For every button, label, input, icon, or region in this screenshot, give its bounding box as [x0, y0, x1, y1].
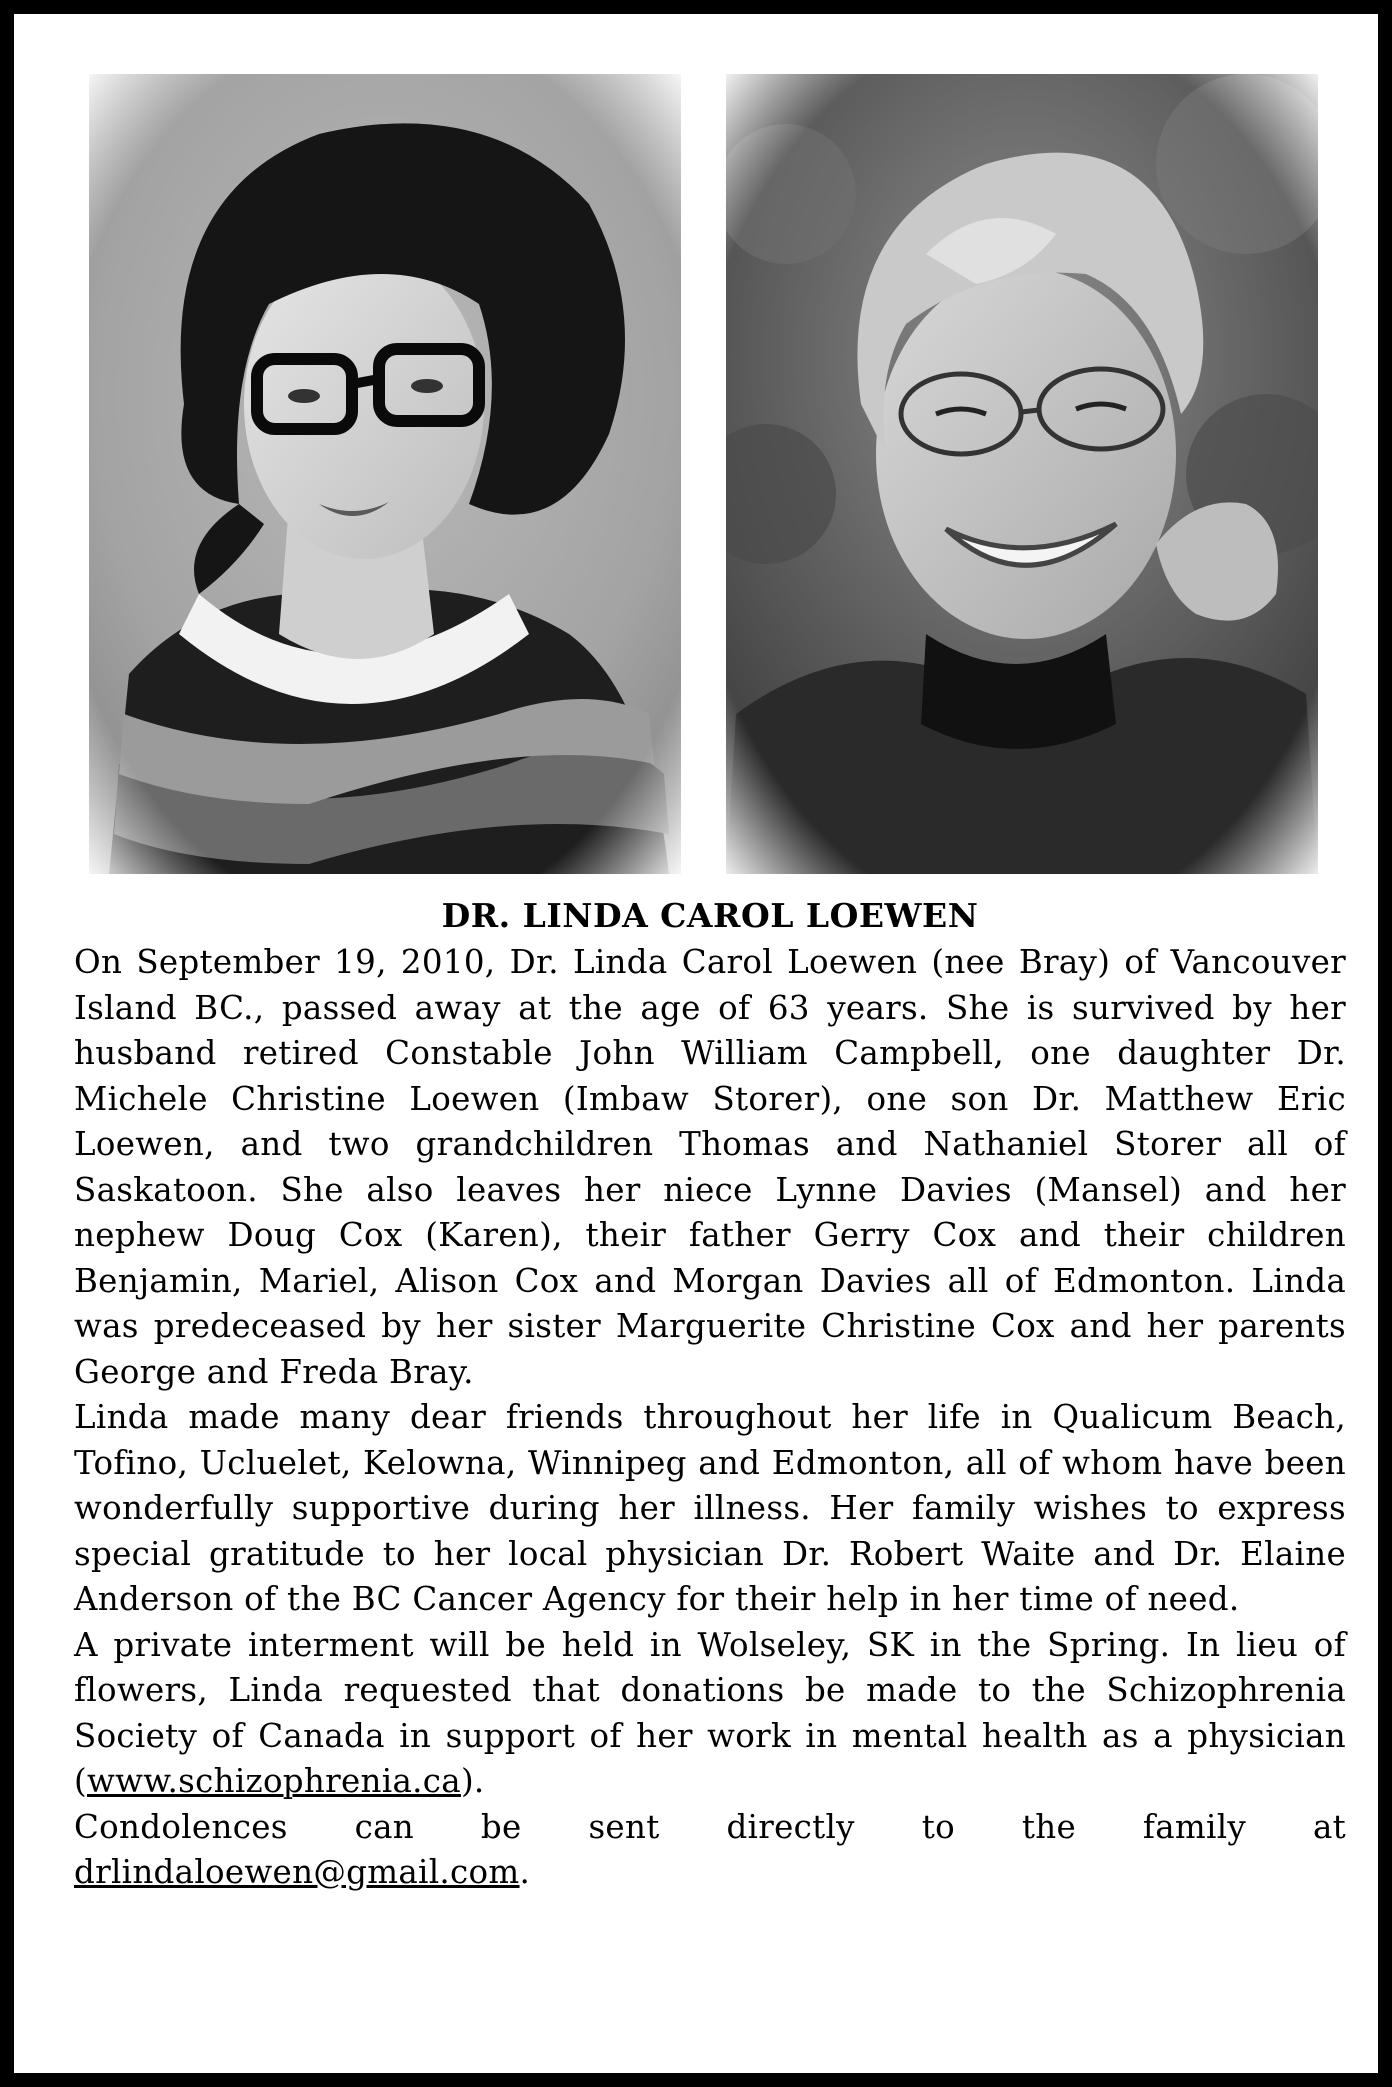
obituary-paragraph-condolences	[74, 1805, 1346, 1896]
obituary-text	[74, 894, 1346, 1896]
interment-text-end: ).	[460, 1762, 485, 1800]
family-email-link[interactable]: drlindaloewen@gmail.com	[74, 1853, 520, 1891]
interment-text: A private interment will be held in Wolseley, SK in the Spring. In lieu of flowers, Linda requested that donations be made to the Schizophrenia Society of Canada in support of her work in mental health as a physician (	[74, 1625, 1346, 1800]
obituary-paragraph-interment	[74, 1623, 1346, 1805]
graduation-portrait-photo	[89, 74, 681, 874]
obituary-paragraph-friends: Linda made many dear friends throughout her life in Qualicum Beach, Tofino, Ucluelet, Kelowna, Winnipeg and Edmonton, all of whom have been wonderfully supportive during her illness. Her family wishes to express special gratitude to her local physician Dr. Robert Waite and Dr. Elaine Anderson of the BC Cancer Agency for their help in her time of need.	[74, 1398, 1346, 1618]
schizophrenia-society-link[interactable]: www.schizophrenia.ca	[86, 1762, 461, 1800]
condolences-text: Condolences can be sent directly to the family at	[74, 1807, 1346, 1846]
condolences-text-end: .	[519, 1853, 531, 1891]
obituary-paragraph-family: On September 19, 2010, Dr. Linda Carol Loewen (nee Bray) of Vancouver Island BC., passed away at the age of 63 years. She is survived by her husband retired Constable John William Campbell, one daughter Dr. Michele Christine Loewen (Imbaw Storer), one son Dr. Matthew Eric Loewen, and two grandchildren Thomas and Nathaniel Storer all of Saskatoon. She also leaves her niece Lynne Davies (Mansel) and her nephew Doug Cox (Karen), their father Gerry Cox and their children Benjamin, Mariel, Alison Cox and Morgan Davies all of Edmonton. Linda was predeceased by her sister Marguerite Christine Cox and her parents George and Freda Bray.	[74, 943, 1346, 1391]
obituary-title: DR. LINDA CAROL LOEWEN	[441, 896, 979, 935]
smiling-portrait-photo	[726, 74, 1318, 874]
